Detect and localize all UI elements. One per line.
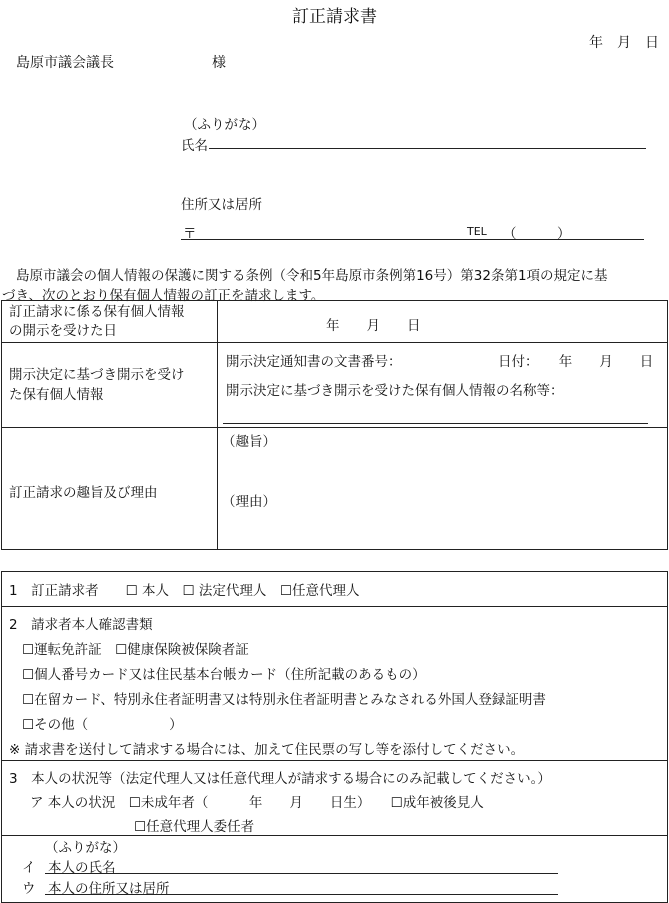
row-divider-2 xyxy=(1,427,668,428)
address-label: 住所又は居所 xyxy=(181,197,262,213)
page-title: 訂正請求書 xyxy=(292,7,377,27)
section3-u-text: 本人の住所又は居所 xyxy=(48,881,170,897)
section3-i-text: 本人の氏名 xyxy=(48,860,116,876)
section3-status-2[interactable]: ☐任意代理人委任者 xyxy=(134,819,255,835)
name-field[interactable] xyxy=(209,148,646,149)
table-divider xyxy=(217,300,218,550)
section2-line3[interactable]: ☐在留カード、特別永住者証明書又は特別永住者証明書とみなされる外国人登録証明書 xyxy=(22,692,546,708)
tel-parens: （ ） xyxy=(503,226,571,242)
intro-line-1: 島原市議会の個人情報の保護に関する条例（令和5年島原市条例第16号）第32条第1項の規定に基 xyxy=(16,268,608,284)
row2-label-2: た保有個人情報 xyxy=(9,387,104,403)
date-line: 年 月 日 xyxy=(589,35,659,51)
row1-label-1: 訂正請求に係る保有個人情報 xyxy=(9,304,185,320)
section3-furigana: （ふりがな） xyxy=(45,840,126,856)
row1-date-value[interactable]: 年 月 日 xyxy=(326,318,421,334)
principal-name-field[interactable] xyxy=(45,873,558,874)
row2-label-1: 開示決定に基づき開示を受け xyxy=(9,367,185,383)
row2-date: 日付： 年 月 日 xyxy=(498,354,654,370)
section2-divider xyxy=(1,760,668,761)
section2-line4[interactable]: ☐その他（ ） xyxy=(22,717,183,733)
furigana-label: （ふりがな） xyxy=(184,117,265,133)
row3-label: 訂正請求の趣旨及び理由 xyxy=(9,485,158,501)
section3-u-label: ウ xyxy=(22,881,36,897)
principal-address-field[interactable] xyxy=(45,894,558,895)
intro-line-2: づき、次のとおり保有個人情報の訂正を請求します。 xyxy=(2,288,325,304)
addressee: 島原市議会議長 xyxy=(16,55,114,71)
section3-heading: 3 本人の状況等（法定代理人又は任意代理人が請求する場合にのみ記載してください。） xyxy=(9,771,551,787)
row2-name-field[interactable] xyxy=(223,423,648,424)
address-field[interactable] xyxy=(181,239,644,240)
tel-label: TEL xyxy=(467,225,487,238)
name-label: 氏名 xyxy=(181,138,208,154)
row2-doc-number: 開示決定通知書の文書番号： xyxy=(226,354,402,370)
section2-line1[interactable]: ☐運転免許証 ☐健康保険被保険者証 xyxy=(22,642,249,658)
section3-status[interactable]: ア 本人の状況 ☐未成年者（ 年 月 日生） ☐成年被後見人 xyxy=(30,795,484,811)
postal-mark: 〒 xyxy=(183,226,197,242)
row1-label-2: の開示を受けた日 xyxy=(9,323,117,339)
section2-note: ※ 請求書を送付して請求する場合には、加えて住民票の写し等を添付してください。 xyxy=(9,742,525,758)
row-divider-1 xyxy=(1,342,668,343)
section1-divider xyxy=(1,606,668,607)
row3-purpose: （趣旨） xyxy=(222,434,276,450)
section3-i-label: イ xyxy=(22,860,36,876)
row3-reason: （理由） xyxy=(222,494,276,510)
section1-requester[interactable]: 1 訂正請求者 ☐ 本人 ☐ 法定代理人 ☐任意代理人 xyxy=(9,583,360,599)
section2-heading: 2 請求者本人確認書類 xyxy=(9,617,153,633)
section2-line2[interactable]: ☐個人番号カード又は住民基本台帳カード（住所記載のあるもの） xyxy=(22,667,426,683)
row2-name: 開示決定に基づき開示を受けた保有個人情報の名称等： xyxy=(226,383,564,399)
honorific: 様 xyxy=(212,55,226,71)
